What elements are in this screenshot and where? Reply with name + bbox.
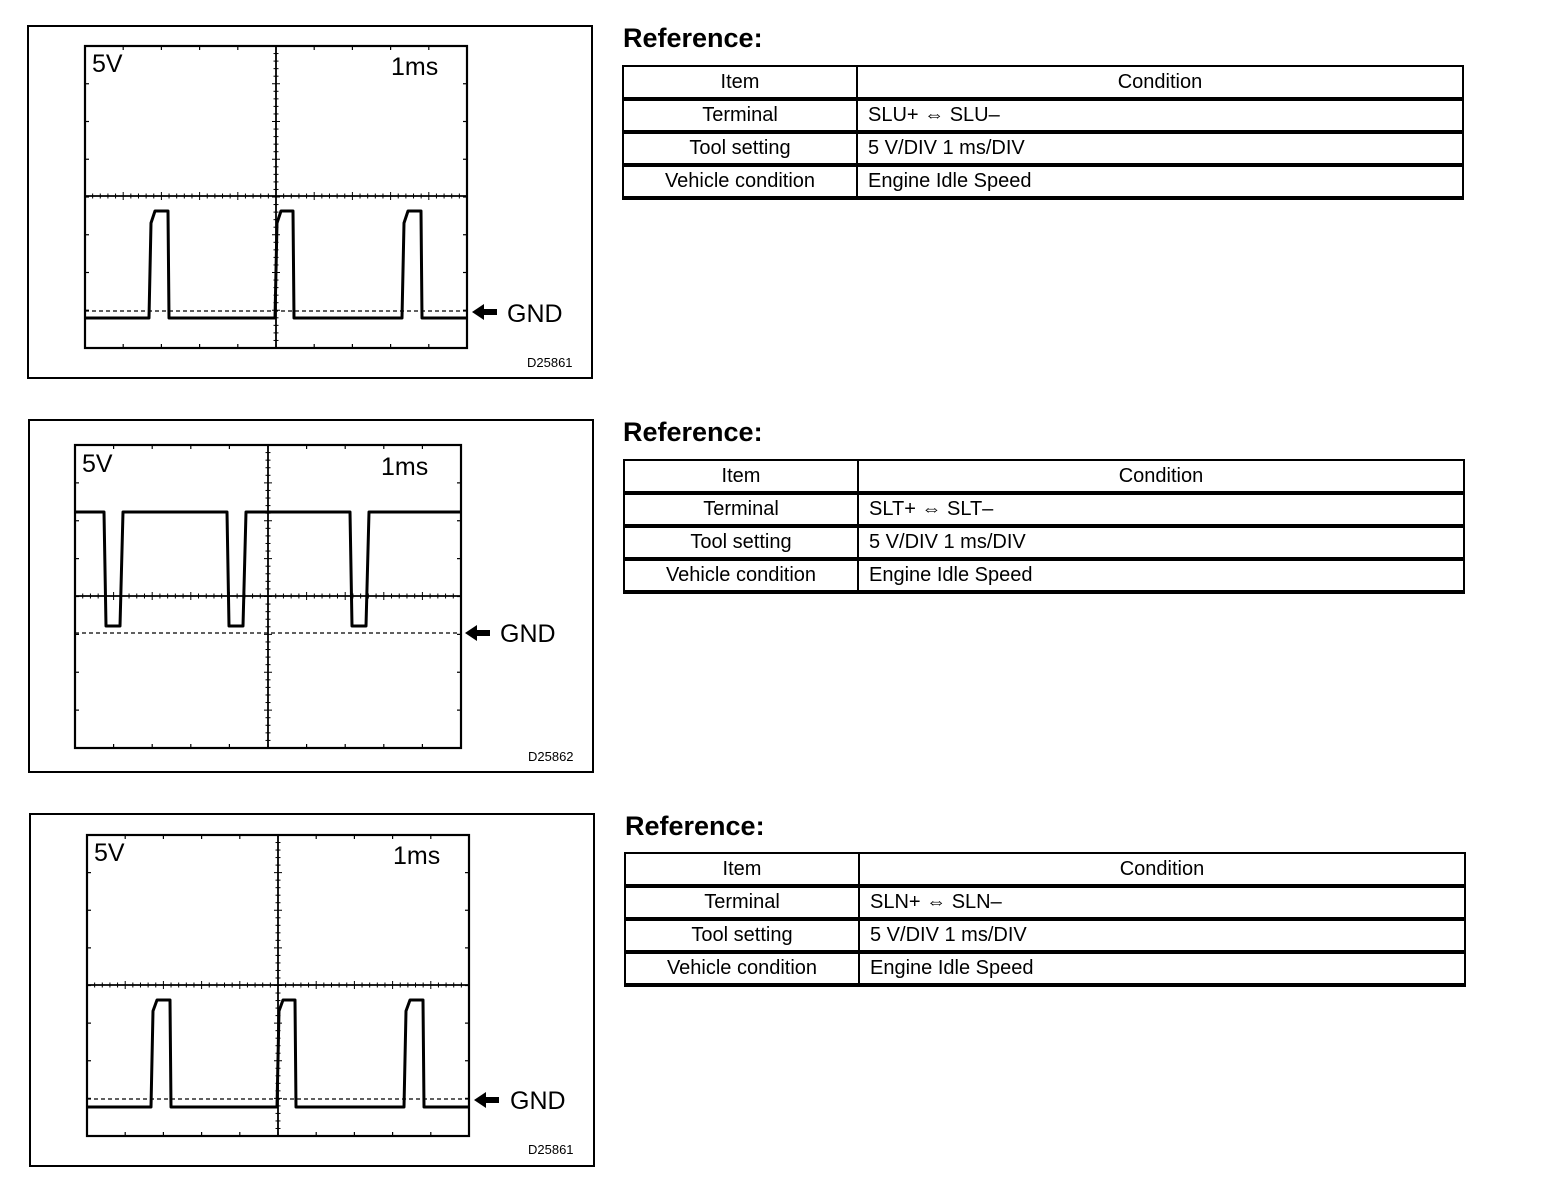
- row-condition: Engine Idle Speed: [859, 952, 1465, 985]
- oscilloscope-screen: [0, 0, 600, 395]
- row-condition: SLT+ ⇔ SLT–: [858, 493, 1464, 526]
- row-item: Vehicle condition: [624, 559, 858, 592]
- table-row: [623, 99, 1463, 132]
- gnd-label: GND: [500, 620, 556, 648]
- row-item: Tool setting: [623, 132, 857, 165]
- reference-table: [623, 459, 1465, 594]
- panel-sln: [0, 788, 1568, 1183]
- header-item: Item: [623, 66, 857, 99]
- panel-slu: [0, 0, 1568, 395]
- reference-title: Reference:: [623, 417, 763, 447]
- scope-grid: [75, 445, 461, 748]
- table-row: [625, 952, 1465, 985]
- reference-title: Reference:: [623, 23, 763, 53]
- row-condition: SLN+ ⇔ SLN–: [859, 886, 1465, 919]
- header-condition: Condition: [857, 66, 1463, 99]
- table-header-row: [624, 460, 1464, 493]
- row-item: Terminal: [624, 493, 858, 526]
- row-condition: 5 V/DIV 1 ms/DIV: [857, 132, 1463, 165]
- row-item: Terminal: [623, 99, 857, 132]
- table-header-row: [623, 66, 1463, 99]
- reference-table: [622, 65, 1464, 200]
- table-row: [624, 559, 1464, 592]
- oscilloscope-screen: [0, 788, 600, 1183]
- row-condition: SLU+ ⇔ SLU–: [857, 99, 1463, 132]
- volts-per-div-label: 5V: [94, 839, 125, 867]
- row-item: Terminal: [625, 886, 859, 919]
- row-condition: Engine Idle Speed: [858, 559, 1464, 592]
- time-per-div-label: 1ms: [391, 53, 439, 81]
- reference-title: Reference:: [625, 811, 765, 841]
- table-row: [624, 493, 1464, 526]
- header-condition: Condition: [859, 853, 1465, 886]
- figure-code: D25861: [528, 1142, 574, 1157]
- reference-table: [624, 852, 1466, 987]
- figure-code: D25861: [527, 355, 573, 370]
- panel-slt: [0, 394, 1568, 789]
- table-row: [625, 919, 1465, 952]
- row-item: Vehicle condition: [625, 952, 859, 985]
- row-item: Vehicle condition: [623, 165, 857, 198]
- waveform-trace: [87, 1000, 469, 1107]
- gnd-label: GND: [507, 300, 563, 328]
- table-row: [623, 165, 1463, 198]
- table-row: [624, 526, 1464, 559]
- row-item: Tool setting: [624, 526, 858, 559]
- table-row: [623, 132, 1463, 165]
- header-condition: Condition: [858, 460, 1464, 493]
- header-item: Item: [624, 460, 858, 493]
- row-condition: 5 V/DIV 1 ms/DIV: [858, 526, 1464, 559]
- waveform-trace: [85, 211, 467, 318]
- time-per-div-label: 1ms: [381, 453, 429, 481]
- figure-code: D25862: [528, 749, 574, 764]
- volts-per-div-label: 5V: [92, 50, 123, 78]
- gnd-arrow-icon: [470, 302, 500, 322]
- table-header-row: [625, 853, 1465, 886]
- gnd-label: GND: [510, 1087, 566, 1115]
- volts-per-div-label: 5V: [82, 450, 113, 478]
- gnd-arrow-icon: [463, 623, 493, 643]
- row-condition: 5 V/DIV 1 ms/DIV: [859, 919, 1465, 952]
- header-item: Item: [625, 853, 859, 886]
- row-condition: Engine Idle Speed: [857, 165, 1463, 198]
- row-item: Tool setting: [625, 919, 859, 952]
- gnd-arrow-icon: [472, 1090, 502, 1110]
- table-row: [625, 886, 1465, 919]
- time-per-div-label: 1ms: [393, 842, 441, 870]
